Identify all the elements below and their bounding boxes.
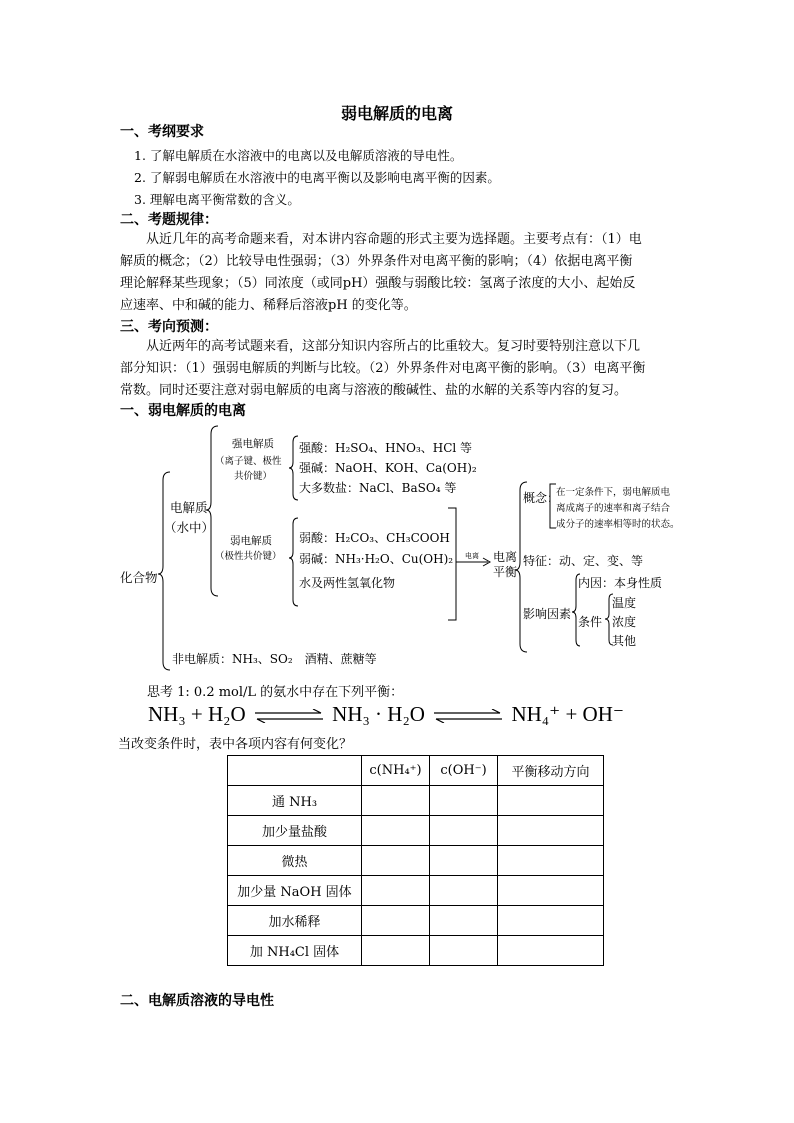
forecast-line-1: 从近两年的高考试题来看，这部分知识内容所占的比重较大。复习时要特别注意以下几 bbox=[120, 339, 641, 354]
table-cell-nh4[interactable] bbox=[362, 876, 430, 906]
equilibrium-arrow-1 bbox=[255, 709, 323, 723]
table-cell-nh4[interactable] bbox=[362, 906, 430, 936]
condition-concentration: 浓度 bbox=[612, 615, 637, 629]
table-cell-direction[interactable] bbox=[498, 816, 604, 846]
arrow-label: 电离 bbox=[465, 552, 479, 560]
strong-bond-note-1: （离子键、极性 bbox=[215, 456, 282, 467]
table-cell-oh[interactable] bbox=[430, 786, 498, 816]
table-cell-direction[interactable] bbox=[498, 906, 604, 936]
table-header-row bbox=[228, 756, 604, 786]
table-cell-direction[interactable] bbox=[498, 846, 604, 876]
strong-brace bbox=[289, 436, 298, 500]
weak-brace bbox=[289, 518, 298, 606]
table-cell-oh[interactable] bbox=[430, 846, 498, 876]
table-question: 当改变条件时，表中各项内容有何变化？ bbox=[118, 737, 353, 752]
equation-left: NH₃ + H₂O bbox=[148, 702, 246, 726]
patterns-line-3: 理论解释某些现象；（5）同浓度（或同pH）强酸与弱酸比较：氢离子浓度的大小、起始反 bbox=[120, 276, 636, 291]
equation-right: NH₄⁺ + OH⁻ bbox=[511, 702, 624, 726]
section-heading-requirements: 一、考纲要求 bbox=[120, 124, 204, 140]
weak-electrolyte-label: 弱电解质 bbox=[230, 535, 272, 547]
strong-acid-line: 强酸：H₂SO₄、HNO₃、HCl 等 bbox=[299, 441, 473, 455]
concept-text-1: 在一定条件下，弱电解质电 bbox=[556, 487, 671, 498]
patterns-line-1: 从近几年的高考命题来看，对本讲内容命题的形式主要为选择题。主要考点有：（1）电 bbox=[120, 232, 642, 247]
page-title: 弱电解质的电离 bbox=[340, 104, 453, 123]
compound-label: 化合物 bbox=[120, 570, 158, 585]
forecast-line-3: 常数。同时还要注意对弱电解质的电离与溶液的酸碱性、盐的水解的关系等内容的复习。 bbox=[120, 383, 628, 398]
internal-factor-line: 内因：本身性质 bbox=[578, 576, 663, 590]
electrolyte-label: 电解质 bbox=[170, 500, 208, 515]
table-cell-nh4[interactable] bbox=[362, 846, 430, 876]
patterns-line-2: 解质的概念；（2）比较导电性强弱；（3）外界条件对电离平衡的影响；（4）依据电离平衡 bbox=[120, 254, 633, 269]
concept-text-2: 离成离子的速率和离子结合 bbox=[556, 503, 671, 514]
equilibrium-label-1: 电离 bbox=[493, 550, 518, 564]
table-row bbox=[228, 786, 604, 816]
equilibrium-arrow-2 bbox=[434, 709, 502, 723]
table-row-condition: 通 NH₃ bbox=[228, 786, 362, 816]
table-header-nh4: c(NH₄⁺) bbox=[362, 756, 430, 786]
weak-base-line: 弱碱：NH₃·H₂O、Cu(OH)₂ bbox=[299, 552, 454, 566]
equilibrium-label-2: 平衡 bbox=[493, 565, 518, 579]
requirement-item-3: 3. 理解电离平衡常数的含义。 bbox=[134, 192, 300, 207]
condition-change-table bbox=[227, 755, 604, 966]
patterns-line-4: 应速率、中和碱的能力、稀释后溶液pH 的变化等。 bbox=[120, 298, 417, 313]
part-heading-weak-electrolyte: 一、弱电解质的电离 bbox=[120, 403, 246, 419]
concept-label: 概念： bbox=[523, 491, 560, 505]
concept-text-3: 成分子的速率相等时的状态。 bbox=[556, 519, 680, 530]
non-electrolyte-line: 非电解质：NH₃、SO₂ 酒精、蔗糖等 bbox=[172, 652, 377, 666]
equilibrium-equation bbox=[148, 702, 624, 727]
table-cell-direction[interactable] bbox=[498, 786, 604, 816]
condition-temperature: 温度 bbox=[612, 596, 637, 610]
think-question-line: 思考 1: 0.2 mol/L 的氨水中存在下列平衡： bbox=[147, 685, 404, 700]
table-header-shift-direction: 平衡移动方向 bbox=[498, 756, 604, 786]
condition-other: 其他 bbox=[612, 634, 637, 648]
table-row-condition: 加 NH₄Cl 固体 bbox=[228, 936, 362, 966]
table-cell-oh[interactable] bbox=[430, 936, 498, 966]
conditions-label: 条件 bbox=[578, 615, 603, 629]
table-row bbox=[228, 846, 604, 876]
part-heading-conductivity: 二、电解质溶液的导电性 bbox=[120, 993, 274, 1009]
table-cell-nh4[interactable] bbox=[362, 816, 430, 846]
table-header-blank bbox=[228, 756, 362, 786]
features-line: 特征：动、定、变、等 bbox=[523, 554, 644, 568]
table-row-condition: 加少量盐酸 bbox=[228, 816, 362, 846]
table-row bbox=[228, 876, 604, 906]
forecast-line-2: 部分知识：（1）强弱电解质的判断与比较。（2）外界条件对电离平衡的影响。（3）电离平衡 bbox=[120, 361, 646, 376]
requirement-item-1: 1. 了解电解质在水溶液中的电离以及电解质溶液的导电性。 bbox=[134, 148, 463, 163]
table-cell-nh4[interactable] bbox=[362, 786, 430, 816]
strong-base-line: 强碱：NaOH、KOH、Ca(OH)₂ bbox=[299, 461, 477, 475]
table-cell-oh[interactable] bbox=[430, 816, 498, 846]
table-row-condition: 微热 bbox=[228, 846, 362, 876]
strong-bond-note-2: 共价键） bbox=[234, 471, 273, 482]
table-cell-direction[interactable] bbox=[498, 876, 604, 906]
table-row bbox=[228, 816, 604, 846]
compound-brace bbox=[158, 472, 170, 670]
equation-middle: NH₃ · H₂O bbox=[332, 702, 425, 726]
table-header-oh: c(OH⁻) bbox=[430, 756, 498, 786]
section-heading-patterns: 二、考题规律： bbox=[120, 212, 218, 228]
table-row bbox=[228, 906, 604, 936]
salt-line: 大多数盐：NaCl、BaSO₄ 等 bbox=[299, 481, 457, 495]
in-water-label: （水中） bbox=[164, 520, 215, 535]
requirement-item-2: 2. 了解弱电解质在水溶液中的电离平衡以及影响电离平衡的因素。 bbox=[134, 170, 500, 185]
table-row-condition: 加水稀释 bbox=[228, 906, 362, 936]
table-row-condition: 加少量 NaOH 固体 bbox=[228, 876, 362, 906]
water-line: 水及两性氢氧化物 bbox=[299, 576, 396, 590]
table-cell-oh[interactable] bbox=[430, 876, 498, 906]
section-heading-forecast: 三、考向预测： bbox=[120, 319, 218, 335]
table-cell-oh[interactable] bbox=[430, 906, 498, 936]
weak-acid-line: 弱酸：H₂CO₃、CH₃COOH bbox=[299, 531, 450, 545]
table-row bbox=[228, 936, 604, 966]
factors-label: 影响因素 bbox=[523, 607, 572, 621]
table-cell-nh4[interactable] bbox=[362, 936, 430, 966]
table-cell-direction[interactable] bbox=[498, 936, 604, 966]
strong-electrolyte-label: 强电解质 bbox=[232, 438, 274, 450]
weak-bond-note: （极性共价键） bbox=[215, 551, 282, 562]
